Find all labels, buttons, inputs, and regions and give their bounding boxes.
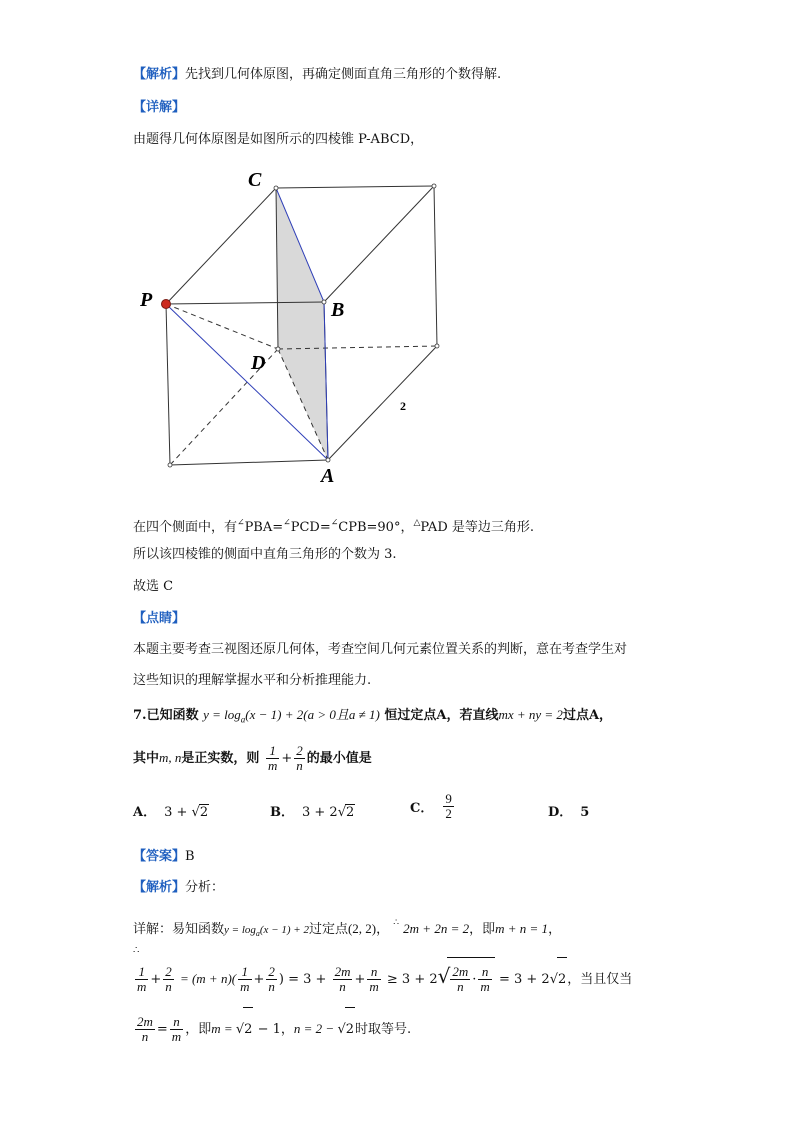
angle-symbol: ∠ <box>330 518 339 528</box>
hidden-edge-line <box>166 304 278 349</box>
answer-value: B <box>185 849 195 864</box>
choose-line: 故选 C <box>133 579 174 594</box>
q7-l2-end: 的最小值是 <box>306 751 372 766</box>
pyramid-intro-line: 由题得几何体原图是如图所示的四棱锥 P-ABCD， <box>133 132 424 147</box>
label-c: C <box>248 169 262 191</box>
angle-symbol: ∠ <box>283 518 291 528</box>
edge-line <box>328 346 437 460</box>
vertex-point <box>432 184 436 188</box>
analysis-line-2 <box>133 879 224 897</box>
option-d: D． 5 <box>548 805 590 820</box>
q7-mid: 恒过定点A，若直线 <box>384 708 499 723</box>
comment-line-1: 本题主要考查三视图还原几何体，考查空间几何元素位置关系的判断，意在考查学生对 <box>133 642 628 657</box>
edge-line <box>434 186 437 346</box>
question-7-line-1 <box>133 706 612 729</box>
angle-symbol: ∠ <box>237 518 245 528</box>
analysis-tag: 【解析】 <box>133 67 186 82</box>
option-a: A． 3 + √2 <box>133 805 209 820</box>
count-line: 所以该四棱锥的侧面中直角三角形的个数为 3. <box>133 547 397 562</box>
edge-line <box>324 186 434 302</box>
vertex-point <box>326 458 330 462</box>
analysis-text-2: 分析： <box>185 880 225 895</box>
label-a: A <box>321 465 335 487</box>
comment-tag: 【点睛】 <box>133 611 186 626</box>
q7-fraction-1: $\frac{1}{m}$ <box>267 743 278 773</box>
vertex-point <box>435 344 439 348</box>
detail-heading <box>133 99 185 117</box>
sides-line <box>133 514 534 537</box>
q7-prefix: 7.已知函数 <box>133 708 199 723</box>
label-p: P <box>140 289 153 311</box>
pyramid-figure <box>130 160 460 495</box>
vertex-point <box>322 300 326 304</box>
detail-line: 详解：易知函数$y = \log_a(x - 1) + 2$过定点(2, 2)， ∴ 2m + 2n = 2，即m + n = 1， <box>133 918 562 939</box>
answer-tag: 【答案】 <box>133 849 186 864</box>
option-b: B． 3 + 2√2 <box>270 805 355 820</box>
label-b: B <box>331 299 345 321</box>
sides-pre: 在四个侧面中，有 <box>133 520 238 535</box>
vertex-point <box>274 186 278 190</box>
q7-mn: m, n <box>159 750 182 765</box>
answer-line <box>133 848 195 866</box>
question-7-line-2: 其中m, n是正实数，则 $\frac{1}{m}$ + $\frac{2}{n}$ 的最小值是 <box>133 743 372 773</box>
triangle-pad: PAD 是等边三角形. <box>420 520 535 535</box>
vertex-point <box>168 463 172 467</box>
angle-pcd: PCD= <box>290 520 331 535</box>
comment-line-2: 这些知识的理解掌握水平和分析推理能力. <box>133 673 372 688</box>
option-c: C． $\frac{9}{2}$ <box>410 791 452 821</box>
label-d: D <box>251 352 266 374</box>
inequality-line: $\frac{1}{m}$ + $\frac{2}{n}$ = (m + n)( $\frac{1}{m}$ + $\frac{2}{n}$ ) = 3 + $\frac{2m}{n}$ + $\frac{n}{m}$ ≥ 3 + 2√ $\frac{2m}{n}$ · $\frac{n}{m}$ = 3 + 2√2，当且仅当 <box>133 954 632 1002</box>
detail-tag: 【详解】 <box>133 100 186 115</box>
analysis-line-1 <box>133 66 501 84</box>
vertex-point <box>276 347 280 351</box>
vertex-p-point <box>162 300 171 309</box>
analysis-text: 先找到几何体原图，再确定侧面直角三角形的个数得解. <box>185 67 502 82</box>
edge-line <box>166 188 276 304</box>
q7-fraction-2: $\frac{2}{n}$ <box>296 743 303 773</box>
therefore-symbol: ∴ <box>133 945 140 956</box>
triangle-symbol: △ <box>413 518 421 528</box>
q7-l2-pre: 其中 <box>133 751 160 766</box>
q7-end: 过点A， <box>562 708 613 723</box>
label-length: 2 <box>400 399 406 413</box>
angle-pba: PBA= <box>244 520 284 535</box>
analysis-tag-2: 【解析】 <box>133 880 186 895</box>
angle-cpb: CPB=90°， <box>338 520 414 535</box>
edge-line <box>276 186 434 188</box>
final-line: $\frac{2m}{n}$ = $\frac{n}{m}$ ，即m = √2 − 1，n = 2 − √2时取等号. <box>133 1007 411 1052</box>
edge-line <box>170 460 328 465</box>
q7-l2-mid: 是正实数，则 <box>181 751 260 766</box>
shaded-face-cba <box>276 188 328 460</box>
edge-line <box>166 304 170 465</box>
q7-line-equation: mx + ny = 2 <box>498 707 563 722</box>
q7-function: $y = \log_a(x - 1) + 2(a > 0$且a ≠ 1) <box>203 707 380 725</box>
comment-heading <box>133 610 185 628</box>
